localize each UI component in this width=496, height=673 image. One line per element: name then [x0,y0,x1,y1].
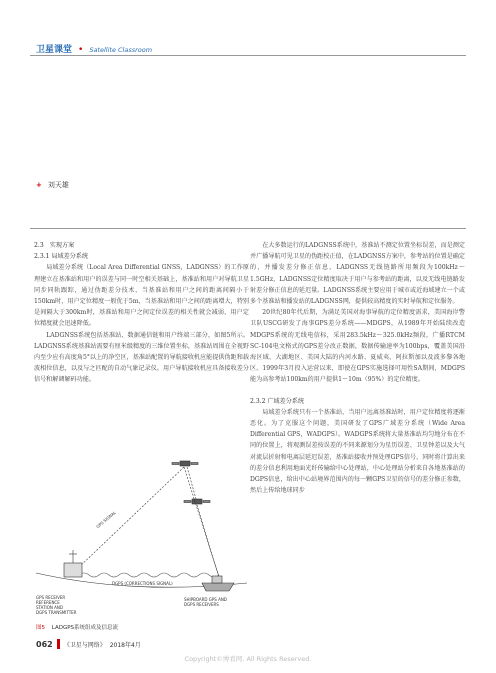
reference-station-icon [64,550,82,577]
author-line [36,180,69,190]
page-footer [36,639,141,649]
plus-icon: + [36,181,42,189]
figure-number: 图5 [36,625,45,631]
author-name: 刘天雄 [47,181,69,189]
ladgps-figure [34,455,249,620]
paragraph: 在大多数运行的LADGNSS系统中，基准站不测定位置坐标误差，而是测定并广播导航可见卫星的伪距校正值，在LADGNSS方案中，参考站的位置是确定的，并播发差分修正信息，LADGNSS无线链路所用频段为100kHz～1.5GHz，LADGNSS定位精度取决于用户与参考站的距离，以及无线电链路发射差分修正信息的延迟量。LADGNSS系统主要应用于城市或近海域建立一个或多个基准站和播发站的LADGNSS网，提供较高精度的实时导航和定位服务。 [250,242,465,306]
header-rule [30,55,466,56]
footer-accent-bar [57,639,60,649]
dgps-corrections-label: DGPS (CORRECTIONS SIGNAL) [112,581,173,586]
figure-caption-text: LADGPS系统组成及信息流 [51,625,119,631]
satellite-icon [184,499,210,504]
figure-caption [36,623,118,631]
paragraph: 局域差分系统（Local Area Differential GNSS，LADGNSS）的工作原理建立在基准站和用户的误差与同一时空相关基础上，基准站和用户对导航卫星同步同轨跟踪，通过伪距差分技术，当基准站和用户之间的距离间隔小于150km时，用户定位精度一般优于5m，当基准站和用户之间的距离增大，特别是间隔大于300km时，基准站和用户之间定位误差的相关性就会减弱，用户定位精度就会迅速降低。 [34,264,249,328]
paragraph: 20世纪80年代后期，为满足美国对海事导航的定位精度需求，美国海岸警卫队USCG研发了海事GPS差分系统——MDGPS，从1989年开始陆续改造MDGPS系统的无线电信标，采用283.5kHz～325.0kHz频段，广播RTCM SC-104电文格式的GPS差分改正数据，数据传输速率为100bps，覆盖美国沿海区域、大湖地区、美国大陆的内河水路、夏威夷、阿拉斯加以及波多黎各地区。1999年3月投入运营以来，即使在GPS实施选择可用性SA期间，MDGPS能为高参考站100km的用户提供1～10m（95%）的定位精度。 [250,309,465,384]
subsection-heading-local: 2.3.1 局域差分系统 [34,253,89,261]
journal-name: 《卫星与网络》 [63,641,106,649]
shipboard-receivers-label: SHIPBOARD GPS AND DGPS RECEIVERS [184,597,227,607]
journal-subtitle: Satellite Classroom [89,46,153,54]
paragraph: LADGNSS系统包括基准站、数据通信链和用户终端三部分，如图5所示。LADGNSS系统基准站需要有厘米级精度的三维位置坐标，基准站周围在全视野内至少应有高度角5°以上的净空区，基准站配置的导航接收机应能提供伪距和载波相位信息，以及与之匹配的自动气象记录仪。用户导航接收机应具备接收差分信号和解调解码功能。 [34,331,249,384]
copyright-watermark: Copyright©博看网. All Rights Reserved. [184,655,312,663]
journal-header [36,42,152,55]
journal-brand: 卫星课堂 [36,45,73,55]
gps-signal-label: GPS SIGNAL [95,509,117,530]
right-column [250,240,465,496]
issue-date: 2018年4月 [109,641,141,649]
section-heading: 2.3 实现方案 [34,242,75,249]
satellite-icon [172,461,198,466]
page-number: 062 [36,639,53,649]
left-column [34,240,249,386]
body-top-rule [30,228,466,229]
paragraph: 局域差分系统只有一个基准站，当用户远离基准站时，用户定位精度将逐渐恶化。为了克服这个问题，美国研发了GPS广域差分系统（Wide Area Differential GPS，WADGPS）。WADGPS系统将大量基准站均匀地分布在不同的位置上，将观测误差按误差的不同来源划分为星历误差、卫星钟差以及大气对流层折射和电离层延迟误差，基准站接收并预处理GPS信号，同时将计算出来的差分信息利用地面光纤传输给中心处理站，中心处理站分析来自各地基准站的DGPS信息，给出中心站境界范围内的每一颗GPS卫星的信号的差分修正参数，然后上传给地球同步 [250,408,465,495]
ship-icon [202,576,234,591]
header-separator: • [78,45,84,55]
subsection-heading-wide: 2.3.2 广域差分系统 [250,397,305,405]
reference-station-label: GPS RECEIVER REFERENCE STATION AND DGPS TRANSMITTER [36,595,77,615]
